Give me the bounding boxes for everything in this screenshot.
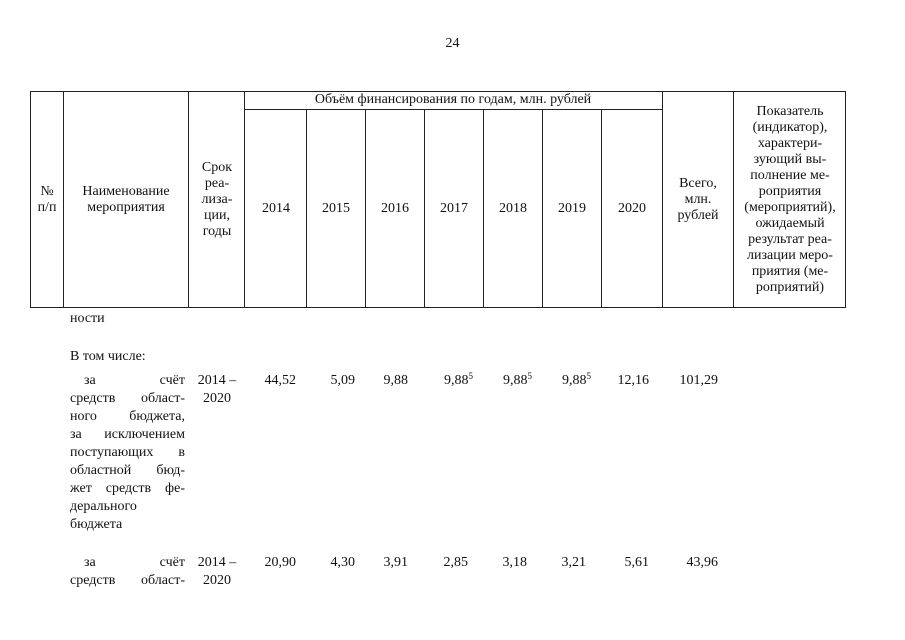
header-term: Срок реа-лиза-ции, годы <box>201 159 233 239</box>
description-line: дерального <box>70 499 137 514</box>
value-total: 43,96 <box>686 555 718 570</box>
header-year-2016: 2016 <box>381 200 409 216</box>
description-line: за исключением <box>70 427 185 442</box>
header-funding-group: Объём финансирования по годам, млн. рублей <box>314 92 592 107</box>
description-line: поступающих в <box>70 445 185 460</box>
value-2016: 3,91 <box>383 555 408 570</box>
header-year-2019: 2019 <box>558 200 586 216</box>
description-line: жет средств фе- <box>70 481 185 496</box>
value-2017: 9,88$^5$ <box>444 371 473 388</box>
header-no: № п/п <box>37 183 57 215</box>
value-2020: 12,16 <box>617 373 649 388</box>
description-line: бюджета <box>70 517 123 532</box>
header-year-2015: 2015 <box>322 200 350 216</box>
continuation-text: ности <box>70 311 105 326</box>
footnote-marker: 5 <box>527 371 532 381</box>
header-indicator: Показатель (индикатор), характери-зующий вы-полнение ме-роприятия (мероприятий), ожидаемый результат реа-лизации меро-приятия (ме-роприятий) <box>744 103 836 295</box>
footnote-marker: 5 <box>468 371 473 381</box>
row-description <box>70 372 185 534</box>
term-line: 2014 – <box>197 555 237 570</box>
value-total: 101,29 <box>679 373 718 388</box>
term-line: 2020 <box>203 391 231 406</box>
row-description <box>70 554 185 590</box>
value-2019: 9,88$^5$ <box>562 371 591 388</box>
header-year-2020: 2020 <box>618 200 646 216</box>
header-total: Всего, млн. рублей <box>677 175 719 223</box>
description-line: средств област- <box>70 391 185 406</box>
description-line: за счёт <box>84 373 185 388</box>
value-2019: 3,21 <box>561 555 586 570</box>
value-2017: 2,85 <box>443 555 468 570</box>
page-number: 24 <box>445 36 460 51</box>
term-line: 2020 <box>203 573 231 588</box>
value-2014: 20,90 <box>264 555 296 570</box>
description-line: ного бюджета, <box>70 409 185 424</box>
value-2015: 4,30 <box>330 555 355 570</box>
description-line: средств област- <box>70 573 185 588</box>
footnote-marker: 5 <box>586 371 591 381</box>
value-2016: 9,88 <box>383 373 408 388</box>
description-line: за счёт <box>84 555 185 570</box>
header-year-2017: 2017 <box>440 200 468 216</box>
subheading: В том числе: <box>70 349 146 364</box>
value-2020: 5,61 <box>624 555 649 570</box>
term-line: 2014 – <box>197 373 237 388</box>
value-2018: 9,88$^5$ <box>503 371 532 388</box>
description-line: областной бюд- <box>70 463 185 478</box>
value-2015: 5,09 <box>330 373 355 388</box>
header-year-2018: 2018 <box>499 200 527 216</box>
value-2018: 3,18 <box>502 555 527 570</box>
header-year-2014: 2014 <box>262 200 290 216</box>
value-2014: 44,52 <box>264 373 296 388</box>
row-term <box>190 372 244 408</box>
row-term <box>190 554 244 590</box>
header-name: Наименование мероприятия <box>82 183 170 215</box>
